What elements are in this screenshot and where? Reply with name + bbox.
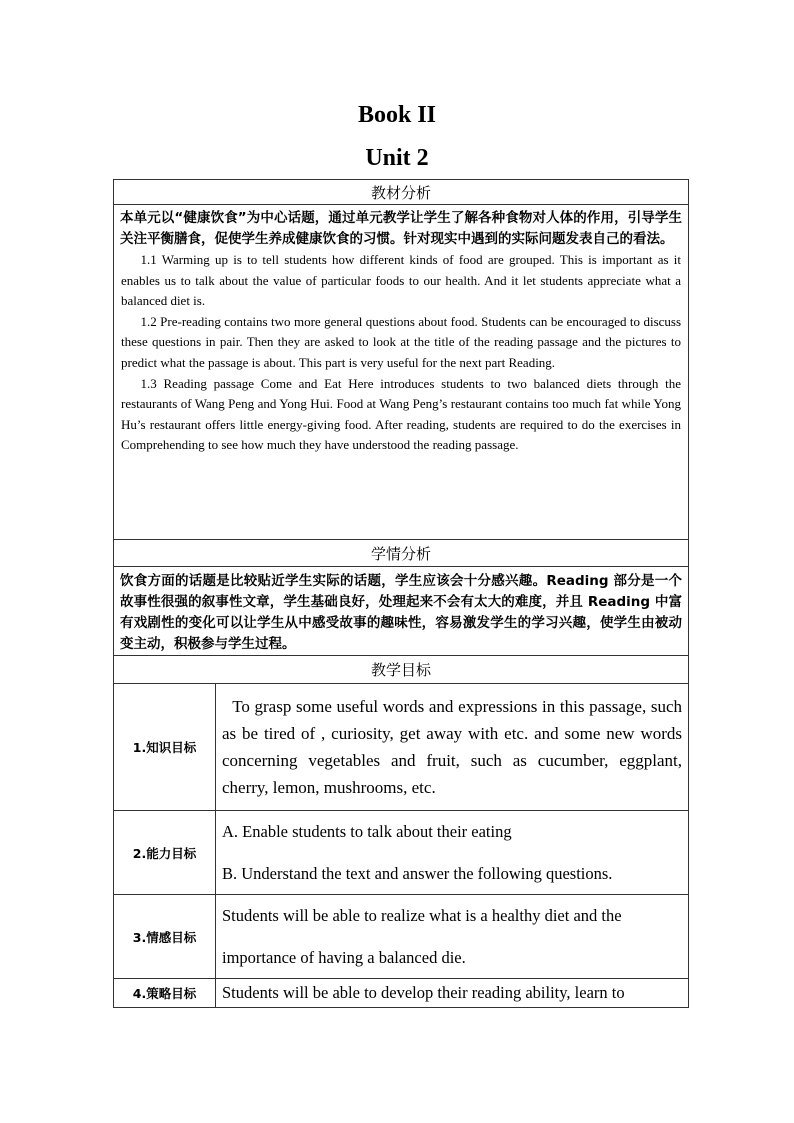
ability-objective-line-a: A. Enable students to talk about their eating [222, 821, 512, 841]
objective-row [114, 684, 689, 811]
textbook-analysis-paragraph-3: 1.3 Reading passage Come and Eat Here introduces students to two balanced diets through the restaurants of Wang Peng and Yong Hui. Food at Wang Peng’s restaurant contains too much fat while Yong Hu’s restaurant offers little energy-giving food. After reading, students are required to do the exercises in Comprehending to see how much they have understood the reading passage. [121, 375, 682, 453]
textbook-analysis-intro: 本单元以“健康饮食”为中心话题，通过单元教学让学生了解各种食物对人体的作用，引导学生关注平衡膳食，促使学生养成健康饮食的习惯。针对现实中遇到的实际问题发表自己的看法。 [120, 210, 683, 247]
strategy-objective-text: Students will be able to develop their reading ability, learn to [222, 983, 625, 1002]
objective-label: 4.策略目标 [114, 979, 216, 1008]
student-analysis-header: 学情分析 [114, 540, 689, 567]
emotion-objective-line-a: Students will be able to realize what is a healthy diet and the [222, 905, 622, 925]
textbook-analysis-paragraph-1: 1.1 Warming up is to tell students how different kinds of food are grouped. This is important as it enables us to talk about the value of particular foods to our health. And it let students appreciate what a balanced diet is. [121, 252, 682, 309]
objective-content [216, 895, 689, 979]
textbook-analysis-cell [114, 205, 689, 540]
objective-row [114, 979, 689, 1008]
book-title: Book II [357, 102, 437, 128]
objective-content [216, 811, 689, 895]
objective-label: 3.情感目标 [114, 895, 216, 979]
objective-row [114, 895, 689, 979]
objectives-header: 教学目标 [114, 656, 689, 684]
student-analysis-cell [114, 567, 689, 656]
objective-label: 1.知识目标 [114, 684, 216, 811]
lesson-plan-table [113, 179, 689, 1008]
emotion-objective-line-b: importance of having a balanced die. [222, 947, 466, 967]
objective-content [216, 684, 689, 811]
ability-objective-line-b: B. Understand the text and answer the following questions. [222, 863, 613, 883]
objective-label: 2.能力目标 [114, 811, 216, 895]
student-analysis-text: 饮食方面的话题是比较贴近学生实际的话题，学生应该会十分感兴趣。Reading 部分是一个故事性很强的叙事性文章，学生基础良好，处理起来不会有太大的难度，并且 Reading 中富有戏剧性的变化可以让学生从中感受故事的趣味性，容易激发学生的学习兴趣，使学生由被动变主动，积极参与学生过程。 [120, 573, 683, 652]
textbook-analysis-paragraph-2: 1.2 Pre-reading contains two more general questions about food. Students can be encouraged to discuss these questions in pair. Then they are asked to look at the title of the reading passage and the pictures to predict what the passage is about. This part is very useful for the next part Reading. [121, 313, 682, 370]
textbook-analysis-header: 教材分析 [114, 180, 689, 205]
objective-row [114, 811, 689, 895]
unit-title: Unit 2 [365, 145, 429, 171]
knowledge-objective-text: To grasp some useful words and expressions in this passage, such as be tired of , curiosity, get away with etc. and some new words concerning vegetables and fruit, such as cucumber, eggplant, cherry, lemon, mushrooms, etc. [222, 697, 683, 797]
objective-content [216, 979, 689, 1008]
